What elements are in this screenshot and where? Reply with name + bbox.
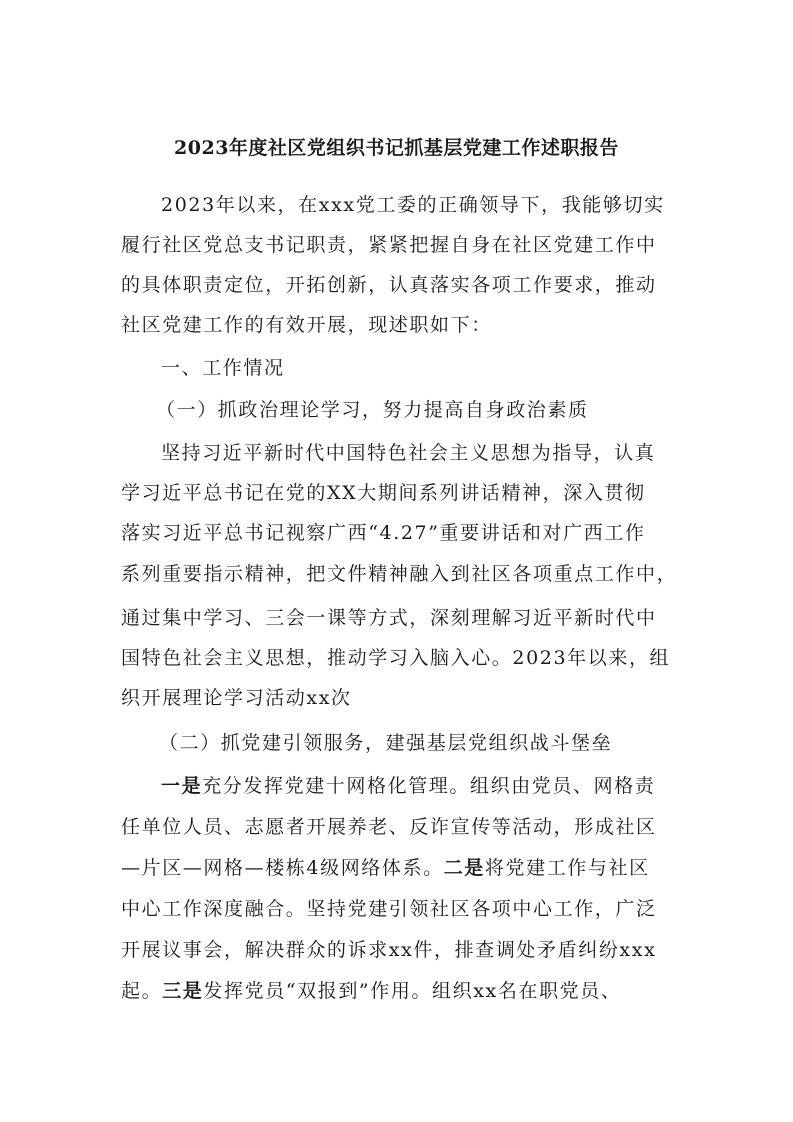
subsection-heading: （一）抓政治理论学习，努力提高自身政治素质 [156,399,589,421]
emphasis-text: 三是 [162,980,204,1002]
emphasis-text: 一是 [161,775,203,797]
paragraph-line: 的具体职责定位，开拓创新，认真落实各项工作要求，推动 [121,274,657,296]
paragraph-line: 学习近平总书记在党的XX大期间系列讲话精神，深入贯彻 [121,482,646,504]
paragraph-line: 开展议事会，解决群众的诉求xx件，排查调处矛盾纠纷xxx [121,939,657,961]
paragraph-line: 任单位人员、志愿者开展养老、反诈宣传等活动，形成社区 [121,816,657,838]
line-text: 将党建工作与社区 [484,857,650,879]
paragraph-line [121,979,681,1003]
paragraph-line [161,774,721,798]
paragraph-line: 履行社区党总支书记职责，紧紧把握自身在社区党建工作中 [121,234,657,256]
line-text: 起。 [121,980,163,1002]
paragraph-line: 系列重要指示精神，把文件精神融入到社区各项重点工作中， [121,563,678,585]
paragraph-line: 落实习近平总书记视察广西“4.27”重要讲话和对广西工作 [121,522,646,544]
paragraph-line: 通过集中学习、三会一课等方式，深刻理解习近平新时代中 [121,607,657,629]
section-heading: 一、工作情况 [161,357,285,379]
paragraph-line: 织开展理论学习活动xx次 [121,687,352,709]
paragraph-line: 2023年以来，在xxx党工委的正确领导下，我能够切实 [161,194,665,216]
line-text: —片区—网格—楼栋4级网络体系。 [121,857,444,879]
subsection-heading: （二）抓党建引领服务，建强基层党组织战斗堡垒 [159,732,613,754]
paragraph-line: 中心工作深度融合。坚持党建引领社区各项中心工作，广泛 [121,898,657,920]
paragraph-line: 社区党建工作的有效开展，现述职如下： [121,314,492,336]
emphasis-text: 二是 [443,857,485,879]
paragraph-line [121,856,681,880]
line-text: 发挥党员“双报到”作用。组织xx名在职党员、 [203,980,622,1002]
line-text: 充分发挥党建十网格化管理。组织由党员、网格责 [202,775,656,797]
paragraph-line: 坚持习近平新时代中国特色社会主义思想为指导，认真 [161,442,656,464]
document-title: 2023年度社区党组织书记抓基层党建工作述职报告 [174,137,619,159]
paragraph-line: 国特色社会主义思想，推动学习入脑入心。2023年以来，组 [121,647,671,669]
